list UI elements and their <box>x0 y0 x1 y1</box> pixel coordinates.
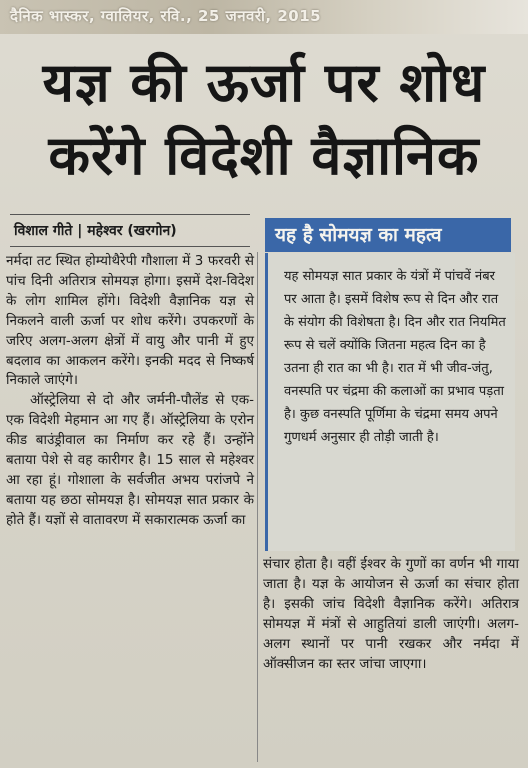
left-paragraph-2: ऑस्ट्रेलिया से दो और जर्मनी-पौलेंड से एक-एक विदेशी मेहमान आ गए हैं। ऑस्ट्रेलिया के एरोन कीड बाउंड्रीवाल का निर्माण कर रहे हैं। उन्होंने बताया पेशे से वह कारीगर है। 15 साल से महेश्वर आ रहा हूं। गोशाला के सर्वजीत अभय परांजपे ने बताया यह छठा सोमयज्ञ है। सोमयज्ञ सात प्रकार के होते हैं। यज्ञों से वातावरण में सकारात्मक ऊर्जा का <box>6 392 254 528</box>
right-column <box>263 555 519 674</box>
headline-line-2: करेंगे विदेशी वैज्ञानिक <box>48 124 480 187</box>
sidebar-box <box>265 253 515 551</box>
column-divider <box>257 252 258 762</box>
sidebar-box-title: यह है सोमयज्ञ का महत्व <box>265 218 511 252</box>
right-paragraph: संचार होता है। वहीं ईश्वर के गुणों का वर्णन भी गाया जाता है। यज्ञ के आयोजन से ऊर्जा का संचार होता है। इसकी जांच विदेशी वैज्ञानिक करेंगे। अतिरात्र सोमयज्ञ में मंत्रों से आहुतियां डाली जाएंगी। अलग-अलग स्थानों पर पानी रखकर और नर्मदा में ऑक्सीजन का स्तर जांचा जाएगा। <box>263 556 519 672</box>
headline-line-1: यज्ञ की ऊर्जा पर शोध <box>42 51 486 114</box>
dateline: दैनिक भास्कर, ग्वालियर, रवि., 25 जनवरी, 2015 <box>10 7 322 25</box>
sidebar-box-text: यह सोमयज्ञ सात प्रकार के यंत्रों में पांचवें नंबर पर आता है। इसमें विशेष रूप से दिन और रात के संयोग की विशेषता है। दिन और रात नियमित रूप से चलें क्योंकि जितना महत्व दिन का है उतना ही रात का भी है। रात में भी जीव-जंतु, वनस्पति पर चंद्रमा की कलाओं का प्रभाव पड़ता है। कुछ वनस्पति पूर्णिमा के चंद्रमा समय अपने गुणधर्म अनुसार ही तोड़ी जाती है। <box>284 269 506 445</box>
byline: विशाल गीते | महेश्वर (खरगोन) <box>10 214 250 247</box>
left-paragraph-1: नर्मदा तट स्थित होम्योथैरेपी गौशाला में 3 फरवरी से पांच दिनी अतिरात्र सोमयज्ञ होगा। इसमें देश-विदेश के लोग शामिल होंगे। विदेशी वैज्ञानिक यज्ञ से निकलने वाली ऊर्जा पर शोध करेंगे। उपकरणों के जरिए अलग-अलग क्षेत्रों में वायु और पानी में हुए बदलाव का आकलन करेंगे। इनकी मदद से निष्कर्ष निकाले जाएंगे। <box>6 253 254 389</box>
masthead <box>0 0 528 46</box>
left-column <box>6 252 254 531</box>
